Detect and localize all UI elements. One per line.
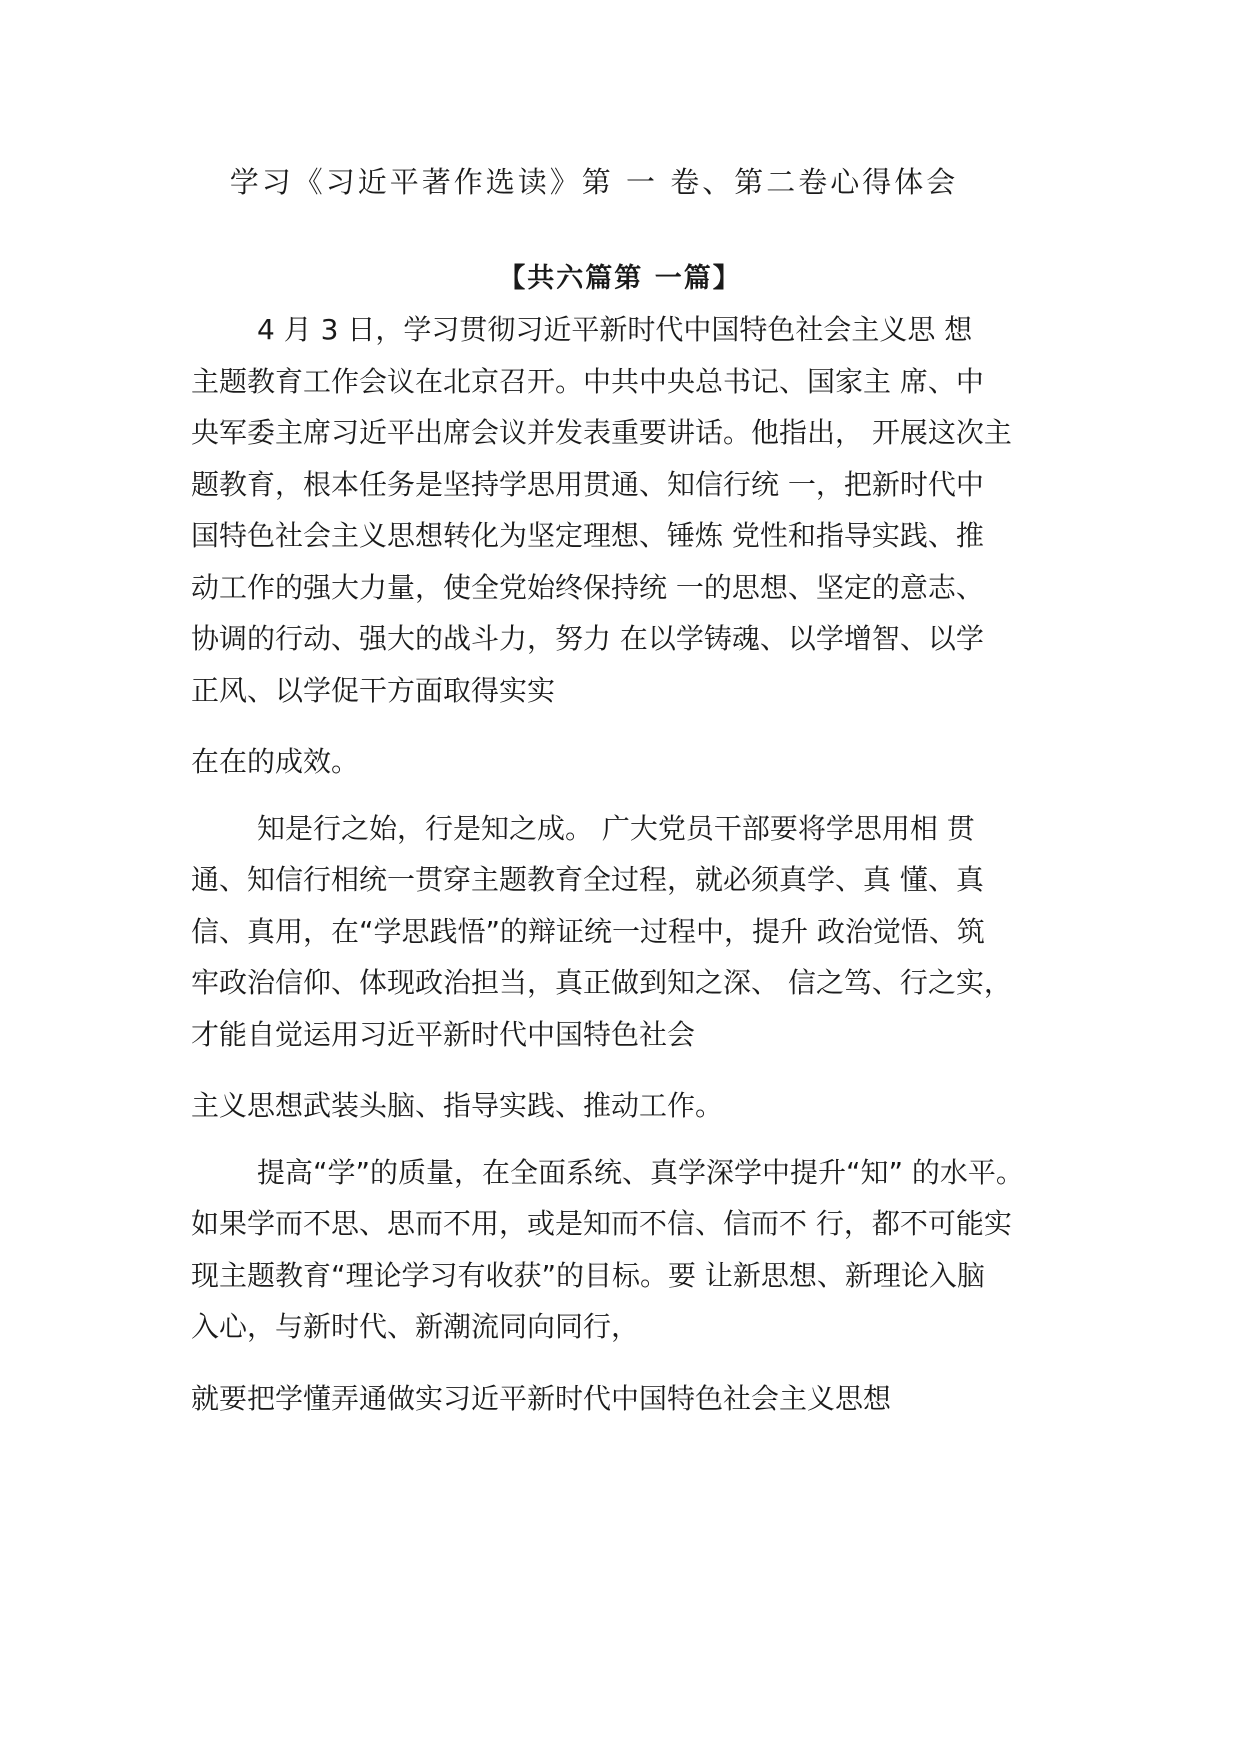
paragraph-line: 就要把学懂弄通做实习近平新时代中国特色社会主义思想 [191, 1382, 892, 1415]
paragraph-line: 信、真用，在“学思践悟”的辩证统一过程中，提升 政治觉悟、筑 [191, 915, 985, 948]
paragraph-line: 题教育，根本任务是坚持学思用贯通、知信行统 一，把新时代中 [191, 468, 984, 501]
paragraph-line: 知是行之始，行是知之成。 广大党员干部要将学思用相 贯 [257, 812, 975, 845]
paragraph-line: 主义思想武装头脑、指导实践、推动工作。 [191, 1089, 724, 1122]
paragraph-line: 主题教育工作会议在北京召开。中共中央总书记、国家主 席、中 [191, 365, 984, 398]
paragraph-line: 央军委主席习近平出席会议并发表重要讲话。他指出， 开展这次主 [191, 416, 1012, 449]
paragraph-line: 在在的成效。 [191, 745, 360, 778]
document-title-text: 学习《习近平著作选读》第 一 卷、第二卷心得体会 [229, 165, 959, 199]
paragraph-line: 提高“学”的质量，在全面系统、真学深学中提升“知” 的水平。 [257, 1156, 1024, 1189]
paragraph-line: 才能自觉运用习近平新时代中国特色社会 [191, 1018, 696, 1051]
paragraph-line: 现主题教育“理论学习有收获”的目标。要 让新思想、新理论入脑 [191, 1259, 985, 1292]
document-title [0, 160, 1240, 201]
paragraph-line: 动工作的强大力量，使全党始终保持统 一的思想、坚定的意志、 [191, 571, 984, 604]
document-subtitle: 【共六篇第 一篇】 [498, 263, 742, 294]
paragraph-line: 国特色社会主义思想转化为坚定理想、锤炼 党性和指导实践、推 [191, 519, 984, 552]
paragraph-line: 入心，与新时代、新潮流同向同行， [191, 1310, 640, 1343]
paragraph-line: 牢政治信仰、体现政治担当，真正做到知之深、 信之笃、行之实， [191, 966, 1012, 999]
paragraph-line: 协调的行动、强大的战斗力，努力 在以学铸魂、以学增智、以学 [191, 622, 984, 655]
paragraph-line: 4 月 3 日，学习贯彻习近平新时代中国特色社会主义思 想 [257, 313, 973, 346]
paragraph-line: 如果学而不思、思而不用，或是知而不信、信而不 行，都不可能实 [191, 1207, 1012, 1240]
paragraph-line: 正风、以学促干方面取得实实 [191, 674, 556, 707]
paragraph-line: 通、知信行相统一贯穿主题教育全过程，就必须真学、真 懂、真 [191, 863, 984, 896]
